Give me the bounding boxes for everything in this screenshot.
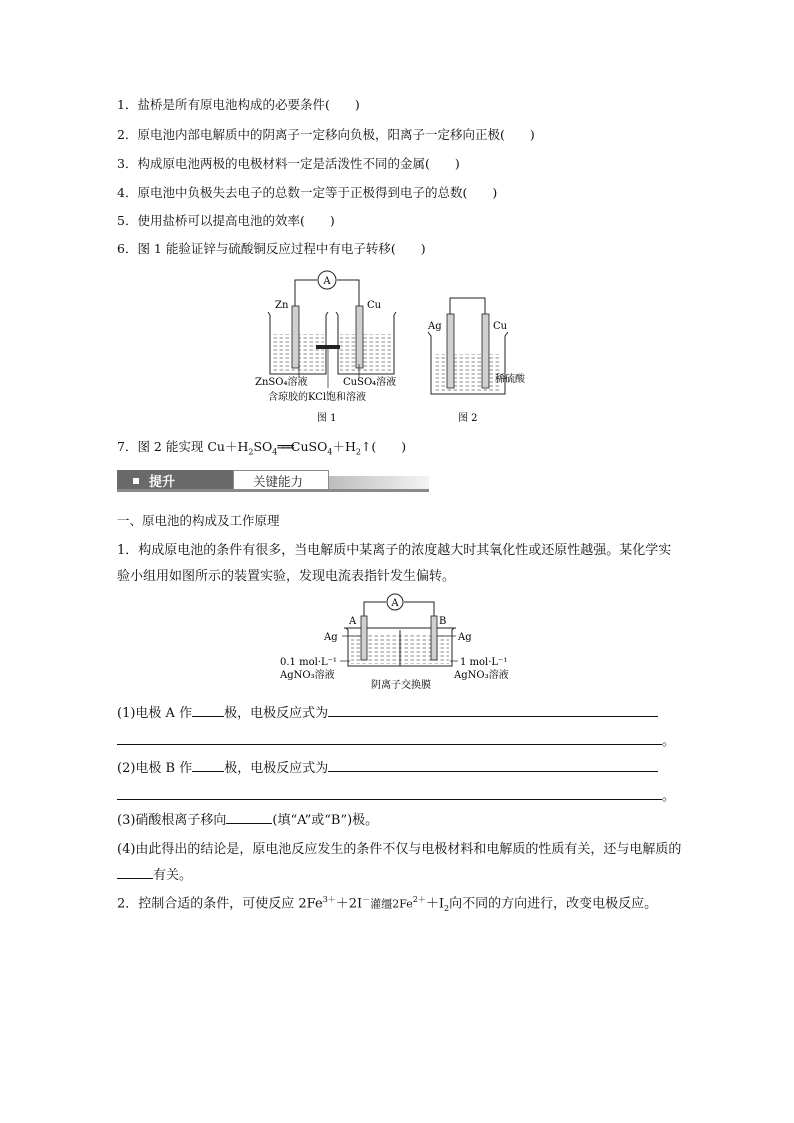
blank-2a[interactable] (192, 758, 224, 772)
caption-fig2: 图 2 (458, 413, 478, 424)
cu-electrode (356, 306, 363, 368)
salt-bridge-label: 含琼胶的KCl饱和溶液 (268, 392, 367, 403)
problem-1-stem: 1．构成原电池的条件有很多，当电解质中某离子的浓度越大时其氧化性或还原性越强。某化学实验小组用如图所示的装置实验，发现电流表指针发生偏转。 (117, 543, 672, 584)
right-solution: AgNO₃溶液 (454, 670, 509, 681)
left-solution-label: ZnSO₄溶液 (255, 377, 308, 388)
ag-electrode (447, 314, 454, 388)
banner-subtitle: 关键能力 (253, 474, 304, 489)
zn-electrode (292, 306, 299, 368)
part-2-line-2: 。 (117, 786, 675, 806)
caption-fig1: 图 1 (317, 413, 337, 424)
blank-3[interactable] (226, 810, 272, 824)
label-a: A (349, 616, 357, 627)
ammeter-label-2: A (391, 598, 399, 609)
zn-label: Zn (275, 300, 289, 311)
label-b: B (439, 616, 447, 627)
item-2: 2．原电池内部电解质中的阴离子一定移向负极，阳离子一定移向正极( ) (117, 127, 535, 142)
item-5: 5．使用盐桥可以提高电池的效率( ) (117, 213, 335, 228)
blank-1a[interactable] (192, 703, 224, 717)
left-concentration: 0.1 mol·L⁻¹ (280, 657, 337, 668)
left-solution: AgNO₃溶液 (280, 670, 335, 681)
item-4: 4．原电池中负极失去电子的总数一定等于正极得到电子的总数( ) (117, 185, 498, 200)
dilute-acid-label: 稀硫酸 (495, 374, 525, 385)
item-1: 1．盐桥是所有原电池构成的必要条件( ) (117, 97, 360, 112)
right-solution-label: CuSO₄溶液 (343, 377, 397, 388)
ag-label: Ag (428, 321, 442, 332)
figure-1-2 (255, 268, 525, 428)
part-1-line-2: 。 (117, 731, 675, 751)
section-banner (117, 468, 429, 492)
ammeter-label: A (323, 276, 331, 287)
blank-1c[interactable] (117, 731, 662, 745)
membrane-label: 阴离子交换膜 (371, 680, 431, 691)
part-1-line: (1)电极 A 作 极，电极反应式为 (117, 703, 658, 723)
part-3-line: (3)硝酸根离子移向 (填“A”或“B”)极。 (117, 810, 378, 830)
square-icon (133, 478, 139, 484)
salt-bridge (316, 345, 340, 349)
item-3: 3．构成原电池两极的电极材料一定是活泼性不同的金属( ) (117, 156, 460, 171)
blank-1b[interactable] (328, 703, 658, 717)
blank-4[interactable] (117, 865, 153, 879)
right-concentration: 1 mol·L⁻¹ (460, 657, 508, 668)
blank-2b[interactable] (328, 758, 658, 772)
electrode-a (361, 616, 367, 660)
cu-label: Cu (367, 300, 382, 311)
item-6: 6．图 1 能验证锌与硫酸铜反应过程中有电子转移( ) (117, 241, 426, 256)
cu-label-2: Cu (493, 321, 508, 332)
cu-electrode-2 (482, 314, 489, 388)
banner-title: 提升 (149, 475, 176, 490)
figure-3 (278, 590, 528, 695)
problem-2-line: 2．控制合适的条件，可使反应 $2Fe^{3+}+2I^-$灌缰$2Fe^{2+}+I_2$向不同的方向进行，改变电极反应。 (117, 895, 658, 913)
blank-2c[interactable] (117, 786, 662, 800)
item-7: 7．图 2 能实现 $Cu+H_2SO_4═══CuSO_4+H_2↑$( ) (117, 439, 407, 457)
right-ag-label: Ag (458, 632, 472, 643)
part-2-line: (2)电极 B 作 极，电极反应式为 (117, 758, 658, 778)
section-heading: 一、原电池的构成及工作原理 (117, 513, 280, 528)
left-ag-label: Ag (324, 632, 338, 643)
part-4-line: (4)由此得出的结论是，原电池反应发生的条件不仅与电极材料和电解质的性质有关，还与电解质的有关。 (117, 842, 682, 883)
electrode-b (431, 616, 437, 660)
